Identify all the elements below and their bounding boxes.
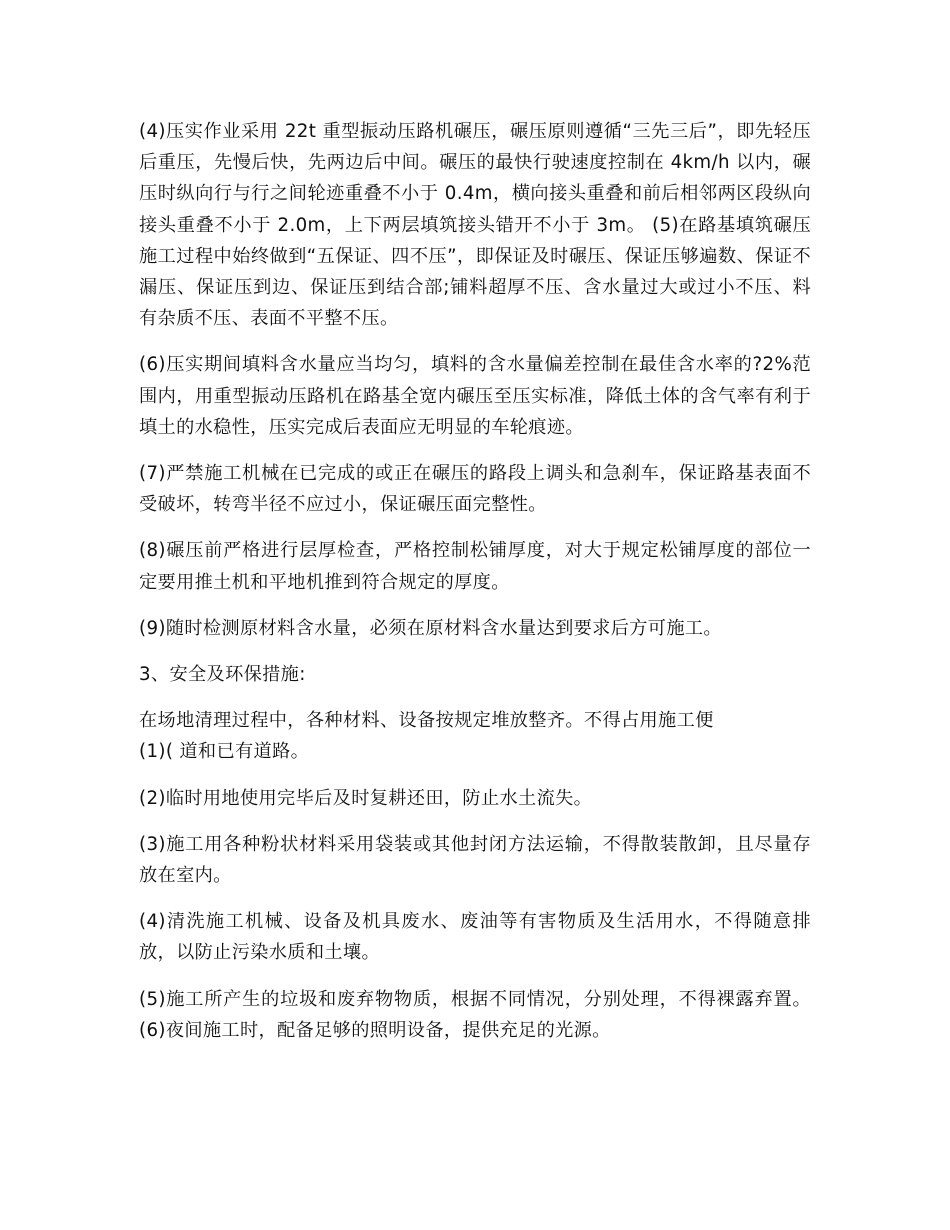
paragraph-site-clearing: 在场地清理过程中，各种材料、设备按规定堆放整齐。不得占用施工便 — [139, 710, 714, 732]
paragraph-safety-5-6: (5)施工所产生的垃圾和废弃物物质，根据不同情况，分别处理，不得裸露弃置。 (6)夜间施工时，配备足够的照明设备，提供充足的光源。 — [139, 988, 811, 1041]
paragraph-safety-2: (2)临时用地使用完毕后及时复耕还田，防止水土流失。 — [139, 787, 593, 809]
paragraph-compaction-6: (6)压实期间填料含水量应当均匀，填料的含水量偏差控制在最佳含水率的?2%范围内，用重型振动压路机在路基全宽内碾压至压实标准，降低土体的含气率有利于填土的水稳性，压实完成后表面应无明显的车轮痕迹。 — [139, 354, 811, 438]
paragraph-compaction-9: (9)随时检测原材料含水量，必须在原材料含水量达到要求后方可施工。 — [139, 617, 722, 639]
paragraph-safety-4: (4)清洗施工机械、设备及机具废水、废油等有害物质及生活用水，不得随意排放，以防止污染水质和土壤。 — [139, 911, 811, 964]
paragraph-safety-1: (1)( 道和已有道路。 — [139, 741, 310, 763]
section-heading-safety: 3、安全及环保措施: — [139, 664, 306, 686]
document-body — [139, 116, 811, 1061]
paragraph-compaction-7: (7)严禁施工机械在已完成的或正在碾压的路段上调头和急刹车，保证路基表面不受破坏，转弯半径不应过小，保证碾压面完整性。 — [139, 463, 811, 516]
paragraph-compaction-4-5: (4)压实作业采用 22t 重型振动压路机碾压，碾压原则遵循“三先三后”，即先轻压后重压，先慢后快，先两边后中间。碾压的最快行驶速度控制在 4km/h 以内，碾压时纵向行与行之间轮迹重叠不小于 0.4m，横向接头重叠和前后相邻两区段纵向接头重叠不小于 2.0m，上下两层填筑接头错开不小于 3m。 (5)在路基填筑碾压施工过程中始终做到“五保证、四不压”，即保证及时碾压、保证压够遍数、保证不漏压、保证压到边、保证压到结合部;铺料超厚不压、含水量过大或过小不压、料有杂质不压、表面不平整不压。 — [139, 121, 811, 330]
paragraph-compaction-8: (8)碾压前严格进行层厚检查，严格控制松铺厚度，对大于规定松铺厚度的部位一定要用推土机和平地机推到符合规定的厚度。 — [139, 540, 811, 593]
paragraph-safety-3: (3)施工用各种粉状材料采用袋装或其他封闭方法运输，不得散装散卸，且尽量存放在室内。 — [139, 833, 811, 887]
